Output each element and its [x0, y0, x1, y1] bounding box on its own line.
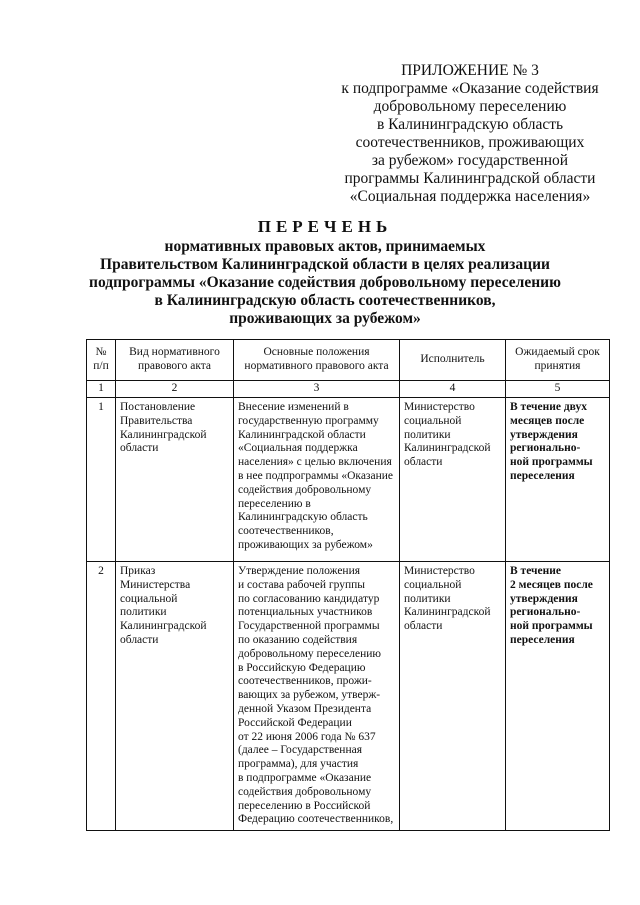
column-number-row	[87, 381, 610, 398]
title-line: подпрограммы «Оказание содействия добровольному переселению	[89, 274, 561, 291]
column-number: 4	[400, 381, 506, 398]
header-deadline: Ожидаемый срок принятия	[506, 340, 610, 381]
appendix-line: добровольному переселению	[373, 98, 567, 115]
column-number: 2	[116, 381, 234, 398]
appendix-line: ПРИЛОЖЕНИЕ № 3	[401, 62, 539, 79]
appendix-line: в Калининградскую область	[376, 116, 564, 133]
title-heading: ПЕРЕЧЕНЬ	[257, 217, 393, 236]
header-number: № п/п	[87, 340, 116, 381]
executor-cell: Министерство социальной политики Калининградской области	[400, 398, 506, 562]
row-number: 1	[87, 398, 116, 562]
column-number: 3	[234, 381, 400, 398]
document-title	[60, 218, 590, 328]
appendix-line: «Социальная поддержка населения»	[349, 188, 591, 205]
acts-table	[86, 339, 610, 831]
provisions-cell: Внесение изменений в государственную программу Калининградской области «Социальная поддержка населения» с целью включения в нее подпрограммы «Оказание содействия добровольному переселению в Калининградскую область соотечественников, проживающих за рубежом»	[234, 398, 400, 562]
provisions-cell: Утверждение положения и состава рабочей группы по согласованию кандидатур потенциальных участников Государственной программы по оказанию содействия добровольному переселению в Российскую Федерацию соотечественников, прожи- вающих за рубежом, утверж- денной Указом Президента Российской Федерации от 22 июня 2006 года № 637 (далее – Государственная программа), для участия в подпрограмме «Оказание содействия добровольному переселению в Российской Федерацию соотечественников,	[234, 562, 400, 831]
column-number: 5	[506, 381, 610, 398]
title-line: нормативных правовых актов, принимаемых	[164, 238, 486, 255]
header-executor: Исполнитель	[400, 340, 506, 381]
appendix-line: за рубежом» государственной	[371, 152, 569, 169]
appendix-line: к подпрограмме «Оказание содействия	[341, 80, 599, 97]
deadline-cell: В течение двух месяцев после утверждения регионально- ной программы переселения	[506, 398, 610, 562]
table-row	[87, 398, 610, 562]
appendix-line: соотечественников, проживающих	[355, 134, 585, 151]
header-act-type: Вид нормативного правового акта	[116, 340, 234, 381]
column-number: 1	[87, 381, 116, 398]
appendix-line: программы Калининградской области	[344, 170, 596, 187]
header-provisions: Основные положения нормативного правового акта	[234, 340, 400, 381]
row-number: 2	[87, 562, 116, 831]
title-line: проживающих за рубежом»	[229, 310, 421, 327]
title-line: Правительством Калининградской области в целях реализации	[100, 256, 550, 273]
act-type-cell: Приказ Министерства социальной политики Калининградской области	[116, 562, 234, 831]
table-header-row	[87, 340, 610, 381]
deadline-cell: В течение 2 месяцев после утверждения регионально- ной программы переселения	[506, 562, 610, 831]
appendix-block	[320, 62, 620, 206]
title-line: в Калининградскую область соотечественников,	[154, 292, 496, 309]
act-type-cell: Постановление Правительства Калининградской области	[116, 398, 234, 562]
table-row	[87, 562, 610, 831]
executor-cell: Министерство социальной политики Калининградской области	[400, 562, 506, 831]
